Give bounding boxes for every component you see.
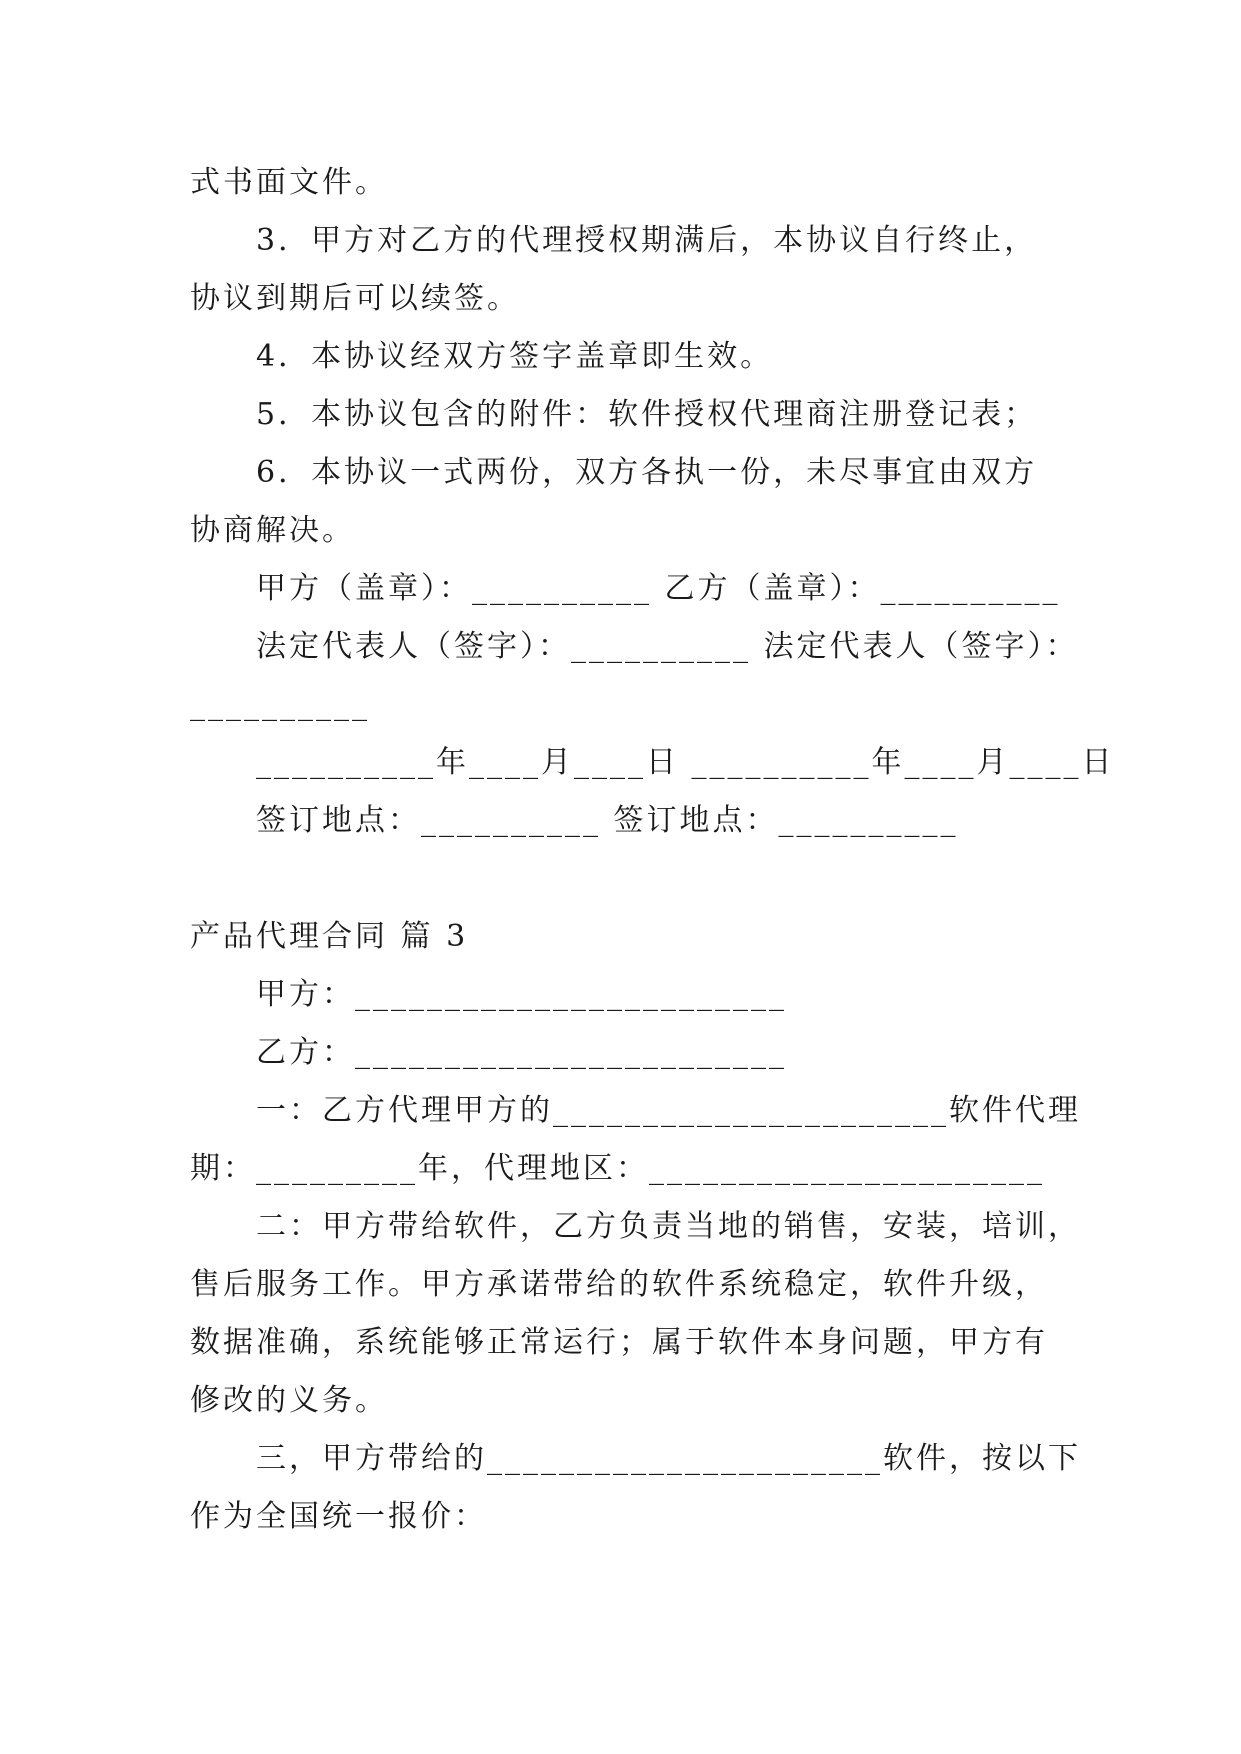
text-line: 期：_________年，代理地区：______________________: [190, 1151, 1045, 1186]
text-line: 3．甲方对乙方的代理授权期满后，本协议自行终止，: [256, 223, 1038, 258]
text-line: 作为全国统一报价：: [190, 1499, 487, 1534]
signature-blank: __________: [190, 687, 370, 722]
text-line: 协商解决。: [190, 513, 355, 548]
text-line: 6．本协议一式两份，双方各执一份，未尽事宜由双方: [256, 455, 1038, 490]
text-line: 售后服务工作。甲方承诺带给的软件系统稳定，软件升级，: [190, 1267, 1048, 1302]
text-line: 数据准确，系统能够正常运行；属于软件本身问题，甲方有: [190, 1325, 1048, 1360]
text-line: 修改的义务。: [190, 1383, 388, 1418]
text-line: 5．本协议包含的附件：软件授权代理商注册登记表；: [256, 397, 1038, 432]
signing-place-line: 签订地点：__________ 签订地点：__________: [256, 803, 959, 838]
date-line: __________年____月____日 __________年____月____日: [256, 745, 1115, 780]
party-b-line: 乙方：________________________: [256, 1035, 787, 1070]
text-line: 三，甲方带给的______________________软件，按以下: [256, 1441, 1081, 1476]
signature-line-seal: 甲方（盖章）：__________ 乙方（盖章）：__________: [256, 571, 1061, 606]
text-line: 式书面文件。: [190, 165, 388, 200]
text-line: 4．本协议经双方签字盖章即生效。: [256, 339, 774, 374]
signature-line-representative: 法定代表人（签字）：__________ 法定代表人（签字）：: [256, 629, 1079, 664]
text-line: 协议到期后可以续签。: [190, 281, 520, 316]
section-heading: 产品代理合同 篇 3: [190, 919, 469, 954]
text-line: 二：甲方带给软件，乙方负责当地的销售，安装，培训，: [256, 1209, 1081, 1244]
party-a-line: 甲方：________________________: [256, 977, 787, 1012]
text-line: 一：乙方代理甲方的______________________软件代理: [256, 1093, 1081, 1128]
